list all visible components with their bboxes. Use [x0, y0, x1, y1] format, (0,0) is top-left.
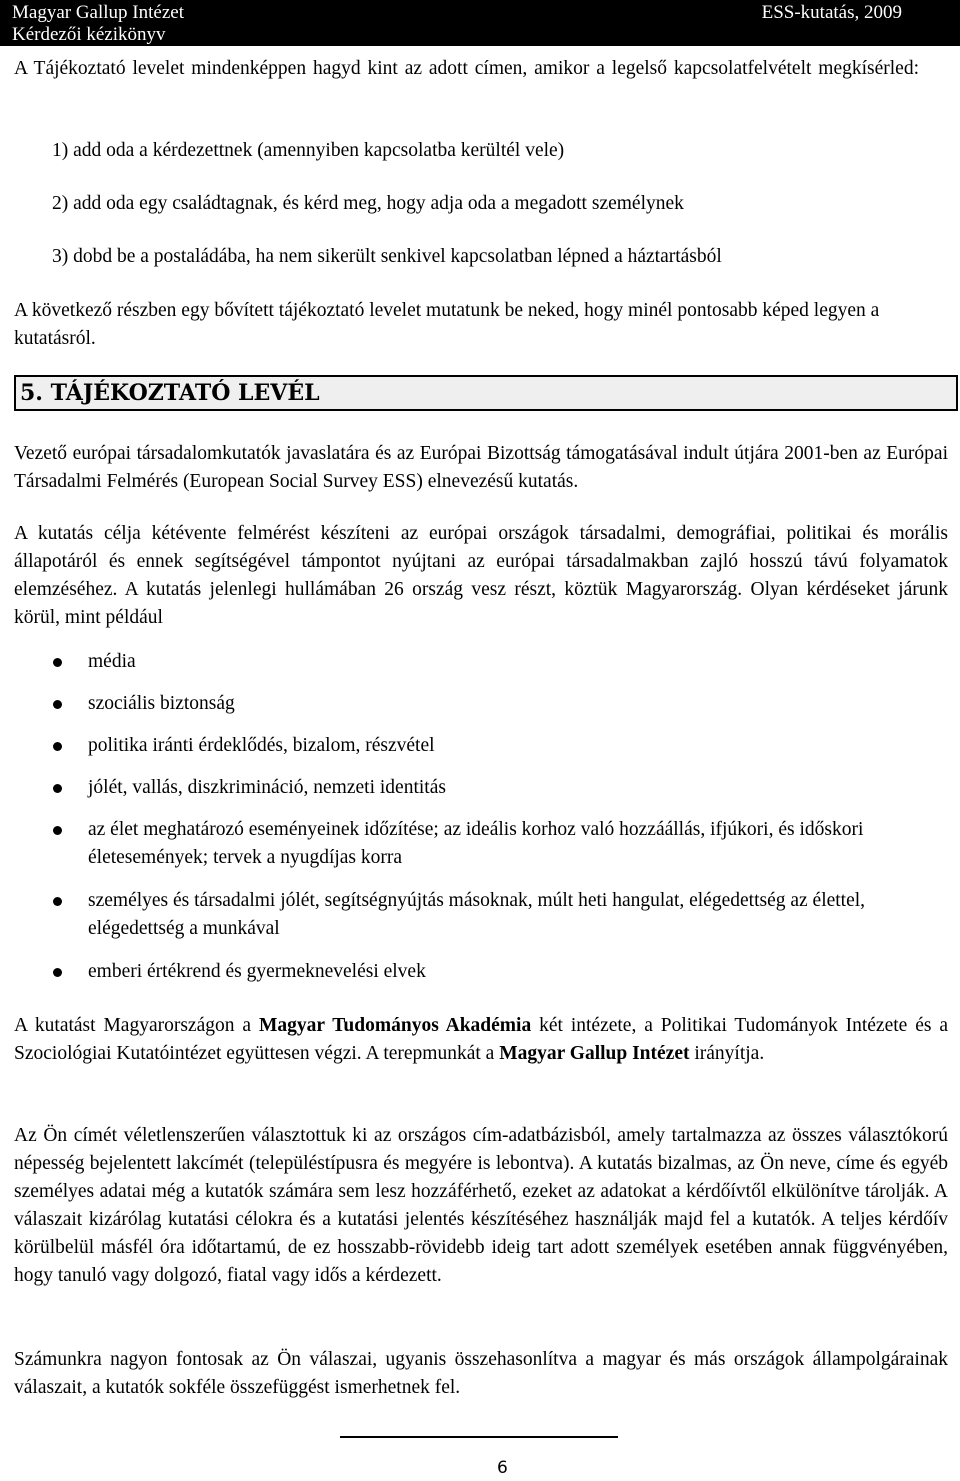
paragraph-institutes: A kutatást Magyarországon a Magyar Tudományos Akadémia két intézete, a Politikai Tudományok Intézete és a Szociológiai Kutatóintézet együttesen végzi. A terepmunkát a Magyar Gallup Intézet irányítja. — [14, 1015, 948, 1064]
header-org: Magyar Gallup Intézet — [12, 2, 184, 23]
step-1: 1) add oda a kérdezettnek (amennyiben kapcsolatba kerültél vele) — [52, 140, 565, 161]
page-header — [0, 0, 960, 46]
intro-paragraph: A Tájékoztató levelet mindenképpen hagyd kint az adott címen, amikor a legelső kapcsolatfelvételt megkísérled: — [14, 58, 920, 79]
step-2: 2) add oda egy családtagnak, és kérd meg, hogy adja oda a megadott személynek — [52, 193, 684, 214]
page-number: 6 — [497, 1458, 508, 1478]
bullet-icon — [53, 658, 62, 667]
paragraph-research-goal: A kutatás célja kétévente felmérést készíteni az európai országok társadalmi, demográfiai, politikai és morális állapotáról és ennek segítségével támpontot nyújtani az európai társadalmakban zajló hosszú távú folyamatok elemzéséhez. A kutatás jelenlegi hullámában 26 ország vesz részt, köztük Magyarország. Olyan kérdéseket járunk körül, mint például — [14, 523, 948, 628]
next-part-paragraph: A következő részben egy bővített tájékoztató levelet mutatunk be neked, hogy minél pontosabb képed legyen a kutatásról. — [14, 300, 880, 349]
gallup-name: Magyar Gallup Intézet — [499, 1043, 690, 1064]
paragraph-ess-intro: Vezető európai társadalomkutatók javaslatára és az Európai Bizottság támogatásával indult útjára 2001-ben az Európai Társadalmi Felmérés (European Social Survey ESS) elnevezésű kutatás. — [14, 443, 948, 492]
bullet-icon — [53, 700, 62, 709]
academy-name: Magyar Tudományos Akadémia — [258, 1015, 532, 1036]
section-heading-box — [14, 375, 958, 411]
bullet-icon — [53, 742, 62, 751]
bullet-icon — [53, 897, 62, 906]
paragraph-importance: Számunkra nagyon fontosak az Ön válaszai, ugyanis összehasonlítva a magyar és más országok állampolgárainak válaszait, a kutatók sokféle összefüggést ismerhetnek fel. — [14, 1349, 948, 1398]
section-title: 5. TÁJÉKOZTATÓ LEVÉL — [20, 380, 320, 406]
paragraph-address-selection: Az Ön címét véletlenszerűen választottuk ki az országos cím-adatbázisból, amely tartalmazza az összes választókorú népesség bejelentett lakcímét (településtípusra és megyére is lebontva). A kutatás bizalmas, az Ön neve, címe és egyéb személyes adatai még a kutatók számára sem lesz hozzáférhető, ezeket az adatokat a kérdőívtől elkülönítve tárolják. A válaszait kizárólag kutatási célokra és a kutatási jelentés készítéséhez használják majd fel a kutatók. A teljes kérdőív körülbelül másfél óra időtartamú, de ez hosszabb-rövidebb ideig tart adott személyek esetében annak függvényében, hogy tanuló vagy dolgozó, fiatal vagy idős a kérdezett. — [14, 1125, 948, 1286]
step-3: 3) dobd be a postaládába, ha nem sikerült senkivel kapcsolatban lépned a háztartásból — [52, 246, 722, 267]
bullet-icon — [53, 968, 62, 977]
bullet-icon — [53, 784, 62, 793]
header-survey: ESS-kutatás, 2009 — [761, 2, 902, 23]
header-doc-title: Kérdezői kézikönyv — [12, 24, 166, 45]
footer-divider — [340, 1436, 618, 1438]
bullet-icon — [53, 826, 62, 835]
